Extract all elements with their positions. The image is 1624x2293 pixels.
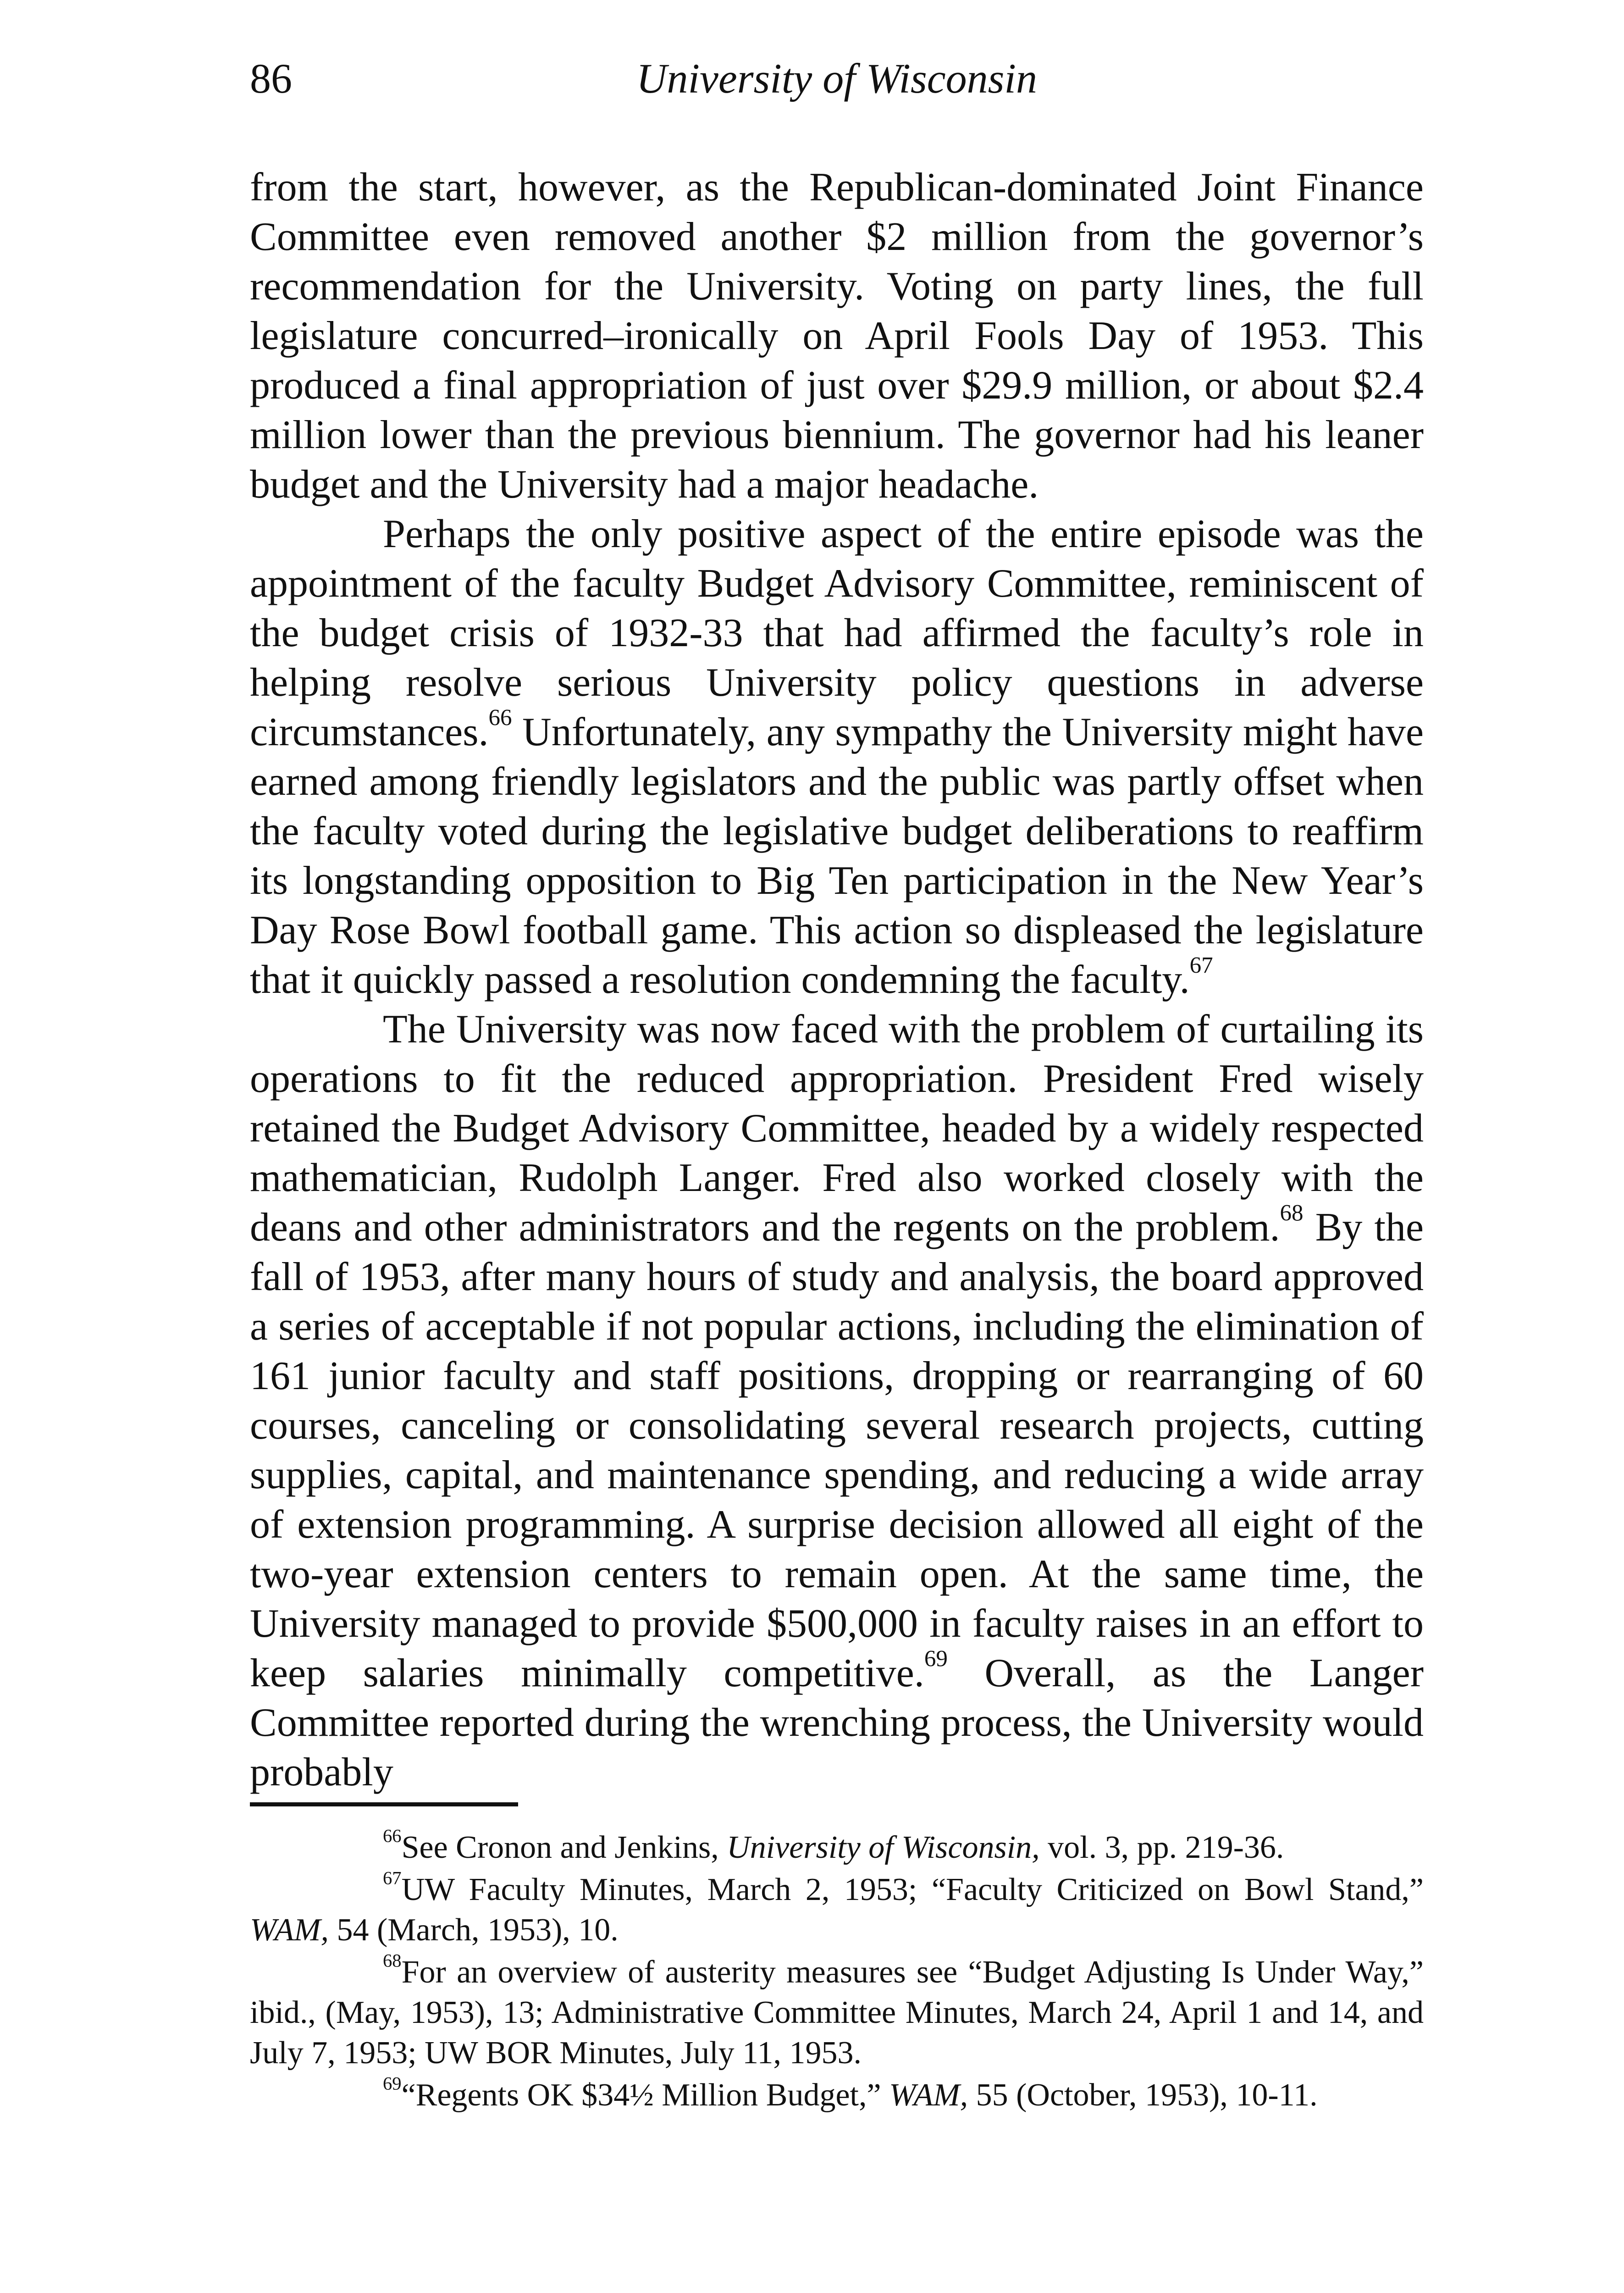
footnote-67-title: WAM, [250, 1912, 329, 1948]
footnote-68-number: 68 [383, 1950, 402, 1971]
footnotes [250, 1825, 1424, 2117]
footnote-69-text-a: “Regents OK $34½ Million Budget,” [401, 2077, 889, 2113]
footnote-67-text-a: UW Faculty Minutes, March 2, 1953; “Faculty Criticized on Bowl Stand,” [401, 1872, 1424, 1907]
footnote-69 [250, 2075, 1424, 2116]
footnote-ref-66: 66 [488, 705, 512, 731]
paragraph-2 [250, 510, 1424, 1005]
running-title: University of Wisconsin [636, 55, 1037, 102]
page-header [250, 57, 1424, 122]
footnote-divider [250, 1802, 518, 1806]
paragraph-3-text-c: Overall, as the Langer Committee reported during the wrenching process, the University would probably [250, 1651, 1424, 1795]
footnote-66-title: University of Wisconsin, [727, 1830, 1040, 1865]
page-number: 86 [250, 55, 292, 102]
footnote-66-text-b: vol. 3, pp. 219-36. [1039, 1830, 1284, 1865]
footnote-68 [250, 1952, 1424, 2073]
footnote-ref-68: 68 [1280, 1200, 1304, 1226]
paragraph-2-text-a: Perhaps the only positive aspect of the entire episode was the appointment of the faculty Budget Advisory Committee, reminiscent of the budget crisis of 1932-33 that had affirmed the faculty’s role in helping resolve serious University policy questions in adverse circumstances. [250, 512, 1424, 754]
footnote-66 [250, 1825, 1424, 1868]
footnote-ref-67: 67 [1189, 953, 1213, 979]
footnote-68-text: For an overview of austerity measures see “Budget Adjusting Is Under Way,” ibid., (May, 1953), 13; Administrative Committee Minutes, March 24, April 1 and 14, and July 7, 1953; UW BOR Minutes, July 11, 1953. [250, 1955, 1424, 2071]
paragraph-1 [250, 163, 1424, 510]
paragraph-3 [250, 1005, 1424, 1797]
footnote-69-title: WAM, [889, 2077, 968, 2113]
footnote-ref-69: 69 [924, 1646, 948, 1672]
footnote-67-number: 67 [383, 1867, 402, 1889]
paragraph-3-text-b: By the fall of 1953, after many hours of study and analysis, the board approved a series of acceptable if not popular actions, including the elimination of 161 junior faculty and staff positions, dropping or rearranging of 60 courses, canceling or consolidating several research projects, cutting supplies, capital, and maintenance spending, and reducing a wide array of extension programming. A surprise decision allowed all eight of the two-year extension centers to remain open. At the same time, the University managed to provide $500,000 in faculty raises in an effort to keep salaries minimally competitive. [250, 1205, 1424, 1695]
footnote-67-text-b: 54 (March, 1953), 10. [329, 1912, 619, 1948]
footnote-69-number: 69 [383, 2073, 402, 2094]
paragraph-2-text-b: Unfortunately, any sympathy the University might have earned among friendly legislators and the public was partly offset when the faculty voted during the legislative budget deliberations to reaffirm its longstanding opposition to Big Ten participation in the New Year’s Day Rose Bowl football game. This action so displeased the legislature that it quickly passed a resolution condemning the faculty. [250, 710, 1424, 1002]
footnote-69-text-b: 55 (October, 1953), 10-11. [968, 2077, 1318, 2113]
footnote-66-text-a: See Cronon and Jenkins, [401, 1830, 727, 1865]
body-text [250, 163, 1424, 1797]
footnote-66-number: 66 [383, 1825, 402, 1846]
footnote-67 [250, 1867, 1424, 1950]
paragraph-1-text: from the start, however, as the Republican-dominated Joint Finance Committee even removed another $2 million from the governor’s recommendation for the University. Voting on party lines, the full legislature concurred–ironically on April Fools Day of 1953. This produced a final appropriation of just over $29.9 million, or about $2.4 million lower than the previous biennium. The governor had his leaner budget and the University had a major headache. [250, 165, 1424, 507]
paragraph-3-text-a: The University was now faced with the problem of curtailing its operations to fit the reduced appropriation. President Fred wisely retained the Budget Advisory Committee, headed by a widely respected mathematician, Rudolph Langer. Fred also worked closely with the deans and other administrators and the regents on the problem. [250, 1007, 1424, 1250]
